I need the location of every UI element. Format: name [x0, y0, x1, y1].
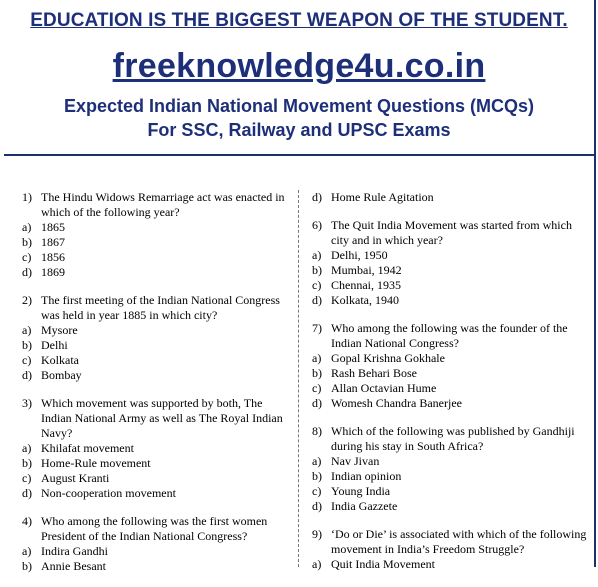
question-number: 7)	[312, 321, 322, 335]
option-text: Allan Octavian Hume	[331, 381, 437, 395]
option-text: Kolkata, 1940	[331, 293, 399, 307]
option-letter: a)	[22, 441, 32, 455]
question-row	[312, 321, 588, 351]
question-number: 2)	[22, 293, 32, 307]
question-block	[312, 218, 588, 308]
option-text: Home-Rule movement	[41, 456, 151, 470]
option-row	[312, 190, 588, 205]
page-subtitle-line2: For SSC, Railway and UPSC Exams	[147, 120, 451, 140]
option-text: Annie Besant	[41, 559, 106, 573]
option-text: Rash Behari Bose	[331, 366, 417, 380]
site-title-link[interactable]: freeknowledge4u.co.in	[112, 47, 486, 85]
option-row	[22, 338, 294, 353]
option-row	[22, 544, 294, 559]
option-row	[22, 441, 294, 456]
question-number: 6)	[312, 218, 322, 232]
option-text: August Kranti	[41, 471, 110, 485]
option-text: Delhi	[41, 338, 68, 352]
option-letter: b)	[312, 263, 322, 277]
option-text: Mysore	[41, 323, 78, 337]
option-row	[22, 486, 294, 501]
option-text: 1869	[41, 265, 65, 279]
question-block	[22, 396, 294, 501]
question-number: 4)	[22, 514, 32, 528]
option-letter: d)	[22, 368, 32, 382]
option-letter: a)	[312, 557, 322, 571]
option-text: Indian opinion	[331, 469, 402, 483]
option-letter: a)	[312, 248, 322, 262]
option-letter: d)	[22, 486, 32, 500]
option-letter: a)	[22, 323, 32, 337]
option-row	[312, 263, 588, 278]
question-number: 1)	[22, 190, 32, 204]
option-letter: c)	[22, 353, 32, 367]
option-row	[312, 278, 588, 293]
option-text: Khilafat movement	[41, 441, 134, 455]
question-block	[312, 424, 588, 514]
option-letter: d)	[312, 293, 322, 307]
question-text: ‘Do or Die’ is associated with which of the following movement in India’s Freedom Struggle?	[331, 527, 587, 556]
question-text: The Hindu Widows Remarriage act was enacted in which of the following year?	[41, 190, 285, 219]
option-text: 1865	[41, 220, 65, 234]
option-letter: a)	[312, 454, 322, 468]
column-divider	[298, 190, 299, 567]
question-text: Who among the following was the first women President of the Indian National Congress?	[41, 514, 268, 543]
option-letter: b)	[312, 366, 322, 380]
option-letter: a)	[22, 544, 32, 558]
question-row	[312, 218, 588, 248]
question-block	[312, 527, 588, 572]
option-row	[312, 293, 588, 308]
option-letter: c)	[312, 278, 322, 292]
option-letter: c)	[312, 381, 322, 395]
option-row	[22, 456, 294, 471]
option-row	[22, 323, 294, 338]
question-number: 3)	[22, 396, 32, 410]
option-row	[312, 499, 588, 514]
question-text: Which movement was supported by both, The Indian National Army as well as The Royal Indian Navy?	[41, 396, 283, 440]
option-row	[22, 250, 294, 265]
right-question-column	[312, 190, 588, 585]
question-text: The Quit India Movement was started from which city and in which year?	[331, 218, 572, 247]
option-letter: b)	[22, 235, 32, 249]
option-letter: c)	[22, 471, 32, 485]
option-row	[312, 484, 588, 499]
option-text: Gopal Krishna Gokhale	[331, 351, 445, 365]
option-row	[22, 235, 294, 250]
option-text: Young India	[331, 484, 391, 498]
option-row	[22, 353, 294, 368]
option-text: Bombay	[41, 368, 82, 382]
option-row	[312, 366, 588, 381]
question-block	[22, 293, 294, 383]
question-number: 9)	[312, 527, 322, 541]
question-row	[22, 190, 294, 220]
option-text: Non-cooperation movement	[41, 486, 176, 500]
option-letter: b)	[312, 469, 322, 483]
option-row	[312, 248, 588, 263]
header-divider	[4, 154, 594, 156]
option-row	[312, 396, 588, 411]
question-row	[312, 424, 588, 454]
option-text: Indira Gandhi	[41, 544, 108, 558]
option-letter: a)	[312, 351, 322, 365]
option-letter: d)	[312, 190, 322, 204]
option-row	[312, 351, 588, 366]
left-question-column	[22, 190, 294, 587]
option-letter: d)	[22, 265, 32, 279]
question-row	[22, 293, 294, 323]
continued-option	[312, 190, 588, 205]
question-block	[312, 321, 588, 411]
option-text: Womesh Chandra Banerjee	[331, 396, 462, 410]
question-block	[22, 190, 294, 280]
question-text: The first meeting of the Indian National Congress was held in year 1885 in which city?	[41, 293, 280, 322]
option-letter: b)	[22, 338, 32, 352]
option-row	[22, 220, 294, 235]
option-text: Delhi, 1950	[331, 248, 388, 262]
question-block	[22, 514, 294, 574]
question-row	[22, 396, 294, 441]
option-row	[22, 368, 294, 383]
option-text: Kolkata	[41, 353, 79, 367]
option-letter: d)	[312, 499, 322, 513]
option-row	[22, 471, 294, 486]
option-row	[312, 381, 588, 396]
option-row	[312, 557, 588, 572]
page-subtitle-line1: Expected Indian National Movement Questions (MCQs)	[63, 96, 535, 116]
banner-heading: EDUCATION IS THE BIGGEST WEAPON OF THE STUDENT.	[30, 10, 568, 31]
option-text: India Gazzete	[331, 499, 398, 513]
option-letter: c)	[22, 250, 32, 264]
option-row	[312, 454, 588, 469]
option-text: Chennai, 1935	[331, 278, 401, 292]
option-letter: d)	[312, 396, 322, 410]
question-number: 8)	[312, 424, 322, 438]
option-letter: b)	[22, 559, 32, 573]
option-text: Nav Jivan	[331, 454, 380, 468]
option-text: Home Rule Agitation	[331, 190, 434, 204]
option-text: 1867	[41, 235, 65, 249]
option-text: Quit India Movement	[331, 557, 435, 571]
question-text: Which of the following was published by Gandhiji during his stay in South Africa?	[331, 424, 575, 453]
option-letter: c)	[312, 484, 322, 498]
question-row	[312, 527, 588, 557]
option-row	[22, 265, 294, 280]
option-letter: b)	[22, 456, 32, 470]
option-text: 1856	[41, 250, 65, 264]
option-text: Mumbai, 1942	[331, 263, 402, 277]
option-row	[312, 469, 588, 484]
question-text: Who among the following was the founder of the Indian National Congress?	[331, 321, 568, 350]
option-letter: a)	[22, 220, 32, 234]
question-row	[22, 514, 294, 544]
